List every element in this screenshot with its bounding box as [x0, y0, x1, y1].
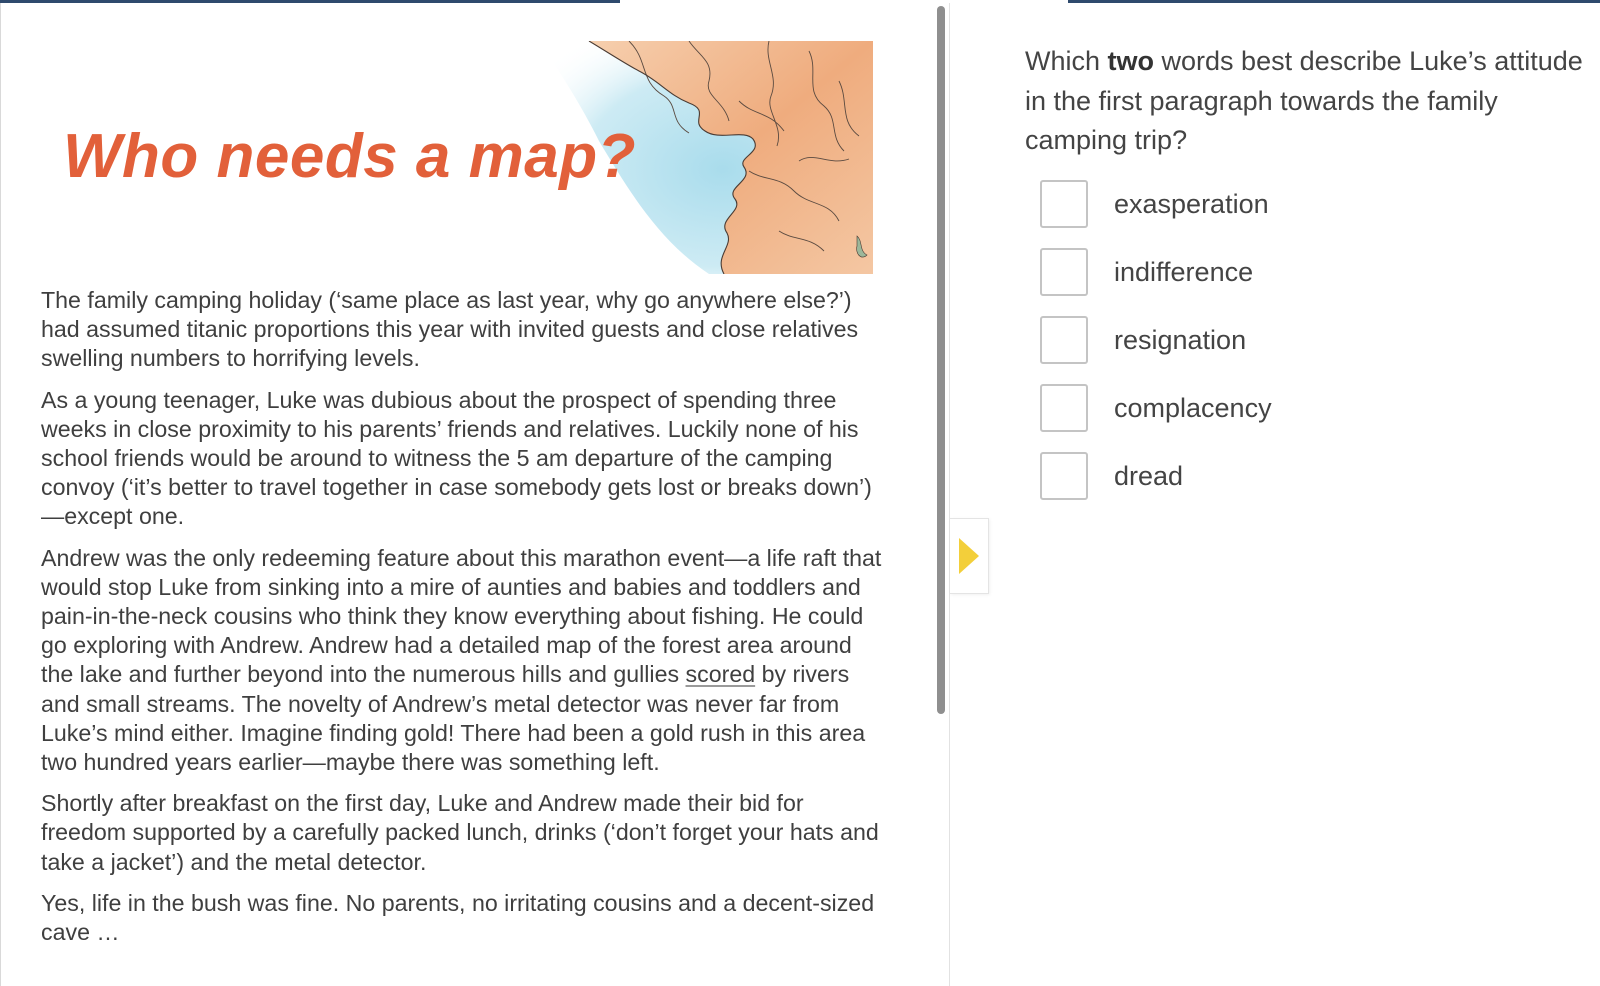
- checkbox[interactable]: [1040, 180, 1088, 228]
- passage-paragraph-1: The family camping holiday (‘same place as last year, why go anywhere else?’) had assumed titanic proportions this year with invited guests and close relatives swelling numbers to horrifying levels.: [41, 287, 859, 372]
- passage-paragraph-5: Yes, life in the bush was fine. No parents, no irritating cousins and a decent-sized cave …: [41, 889, 875, 946]
- paragraph-3-text-before: Andrew was the only redeeming feature about this marathon event—a life raft that would stop Luke from sinking into a mire of aunties and babies and toddlers and pain-in-the-neck cousins who think they know everything about fishing. He could go exploring with Andrew. Andrew had a detailed map of the forest area around the lake and further beyond into the numerous hills and gullies: [41, 544, 882, 688]
- option-label[interactable]: resignation: [1114, 324, 1247, 355]
- option-label[interactable]: indifference: [1114, 256, 1254, 287]
- option-dread[interactable]: [1040, 450, 1272, 502]
- passage-paragraph-4: Shortly after breakfast on the first day, Luke and Andrew made their bid for freedom supported by a carefully packed lunch, drinks (‘don’t forget your hats and take a jacket’) and the metal detector.: [41, 790, 879, 875]
- answer-options: [1040, 178, 1272, 518]
- passage-text: [41, 286, 883, 959]
- checkbox[interactable]: [1040, 248, 1088, 296]
- question-text: [1025, 42, 1585, 161]
- question-prefix: Which: [1025, 46, 1108, 76]
- option-label[interactable]: exasperation: [1114, 188, 1269, 219]
- passage-scrollbar-thumb[interactable]: [937, 6, 945, 714]
- underlined-word-scored: scored: [685, 661, 756, 688]
- question-pane: [950, 3, 1600, 986]
- passage-paragraph-2: As a young teenager, Luke was dubious about the prospect of spending three weeks in close proximity to his parents’ friends and relatives. Luckily none of his school friends would be around to witness the 5 am departure of the camping convoy (‘it’s better to travel together in case somebody gets lost or breaks down’)—except one.: [41, 386, 872, 530]
- passage-title: Who needs a map?: [63, 122, 636, 191]
- option-resignation[interactable]: [1040, 314, 1272, 366]
- option-exasperation[interactable]: [1040, 178, 1272, 230]
- option-indifference[interactable]: [1040, 246, 1272, 298]
- option-label[interactable]: dread: [1114, 460, 1184, 491]
- paragraph-3-text-after: by rivers and small streams. The novelty of Andrew’s metal detector was never far from Luke’s mind either. Imagine finding gold! There had been a gold rush in this area two hundred years earlier—maybe there was something left.: [41, 661, 866, 776]
- passage-paragraph-3: [41, 544, 883, 778]
- question-suffix: words best describe Luke’s attitude in the first paragraph towards the family camping trip?: [1025, 46, 1583, 155]
- option-complacency[interactable]: [1040, 382, 1272, 434]
- checkbox[interactable]: [1040, 452, 1088, 500]
- checkbox[interactable]: [1040, 384, 1088, 432]
- option-label[interactable]: complacency: [1114, 392, 1272, 423]
- passage-pane[interactable]: [0, 3, 921, 986]
- checkbox[interactable]: [1040, 316, 1088, 364]
- question-emphasis: two: [1107, 46, 1155, 76]
